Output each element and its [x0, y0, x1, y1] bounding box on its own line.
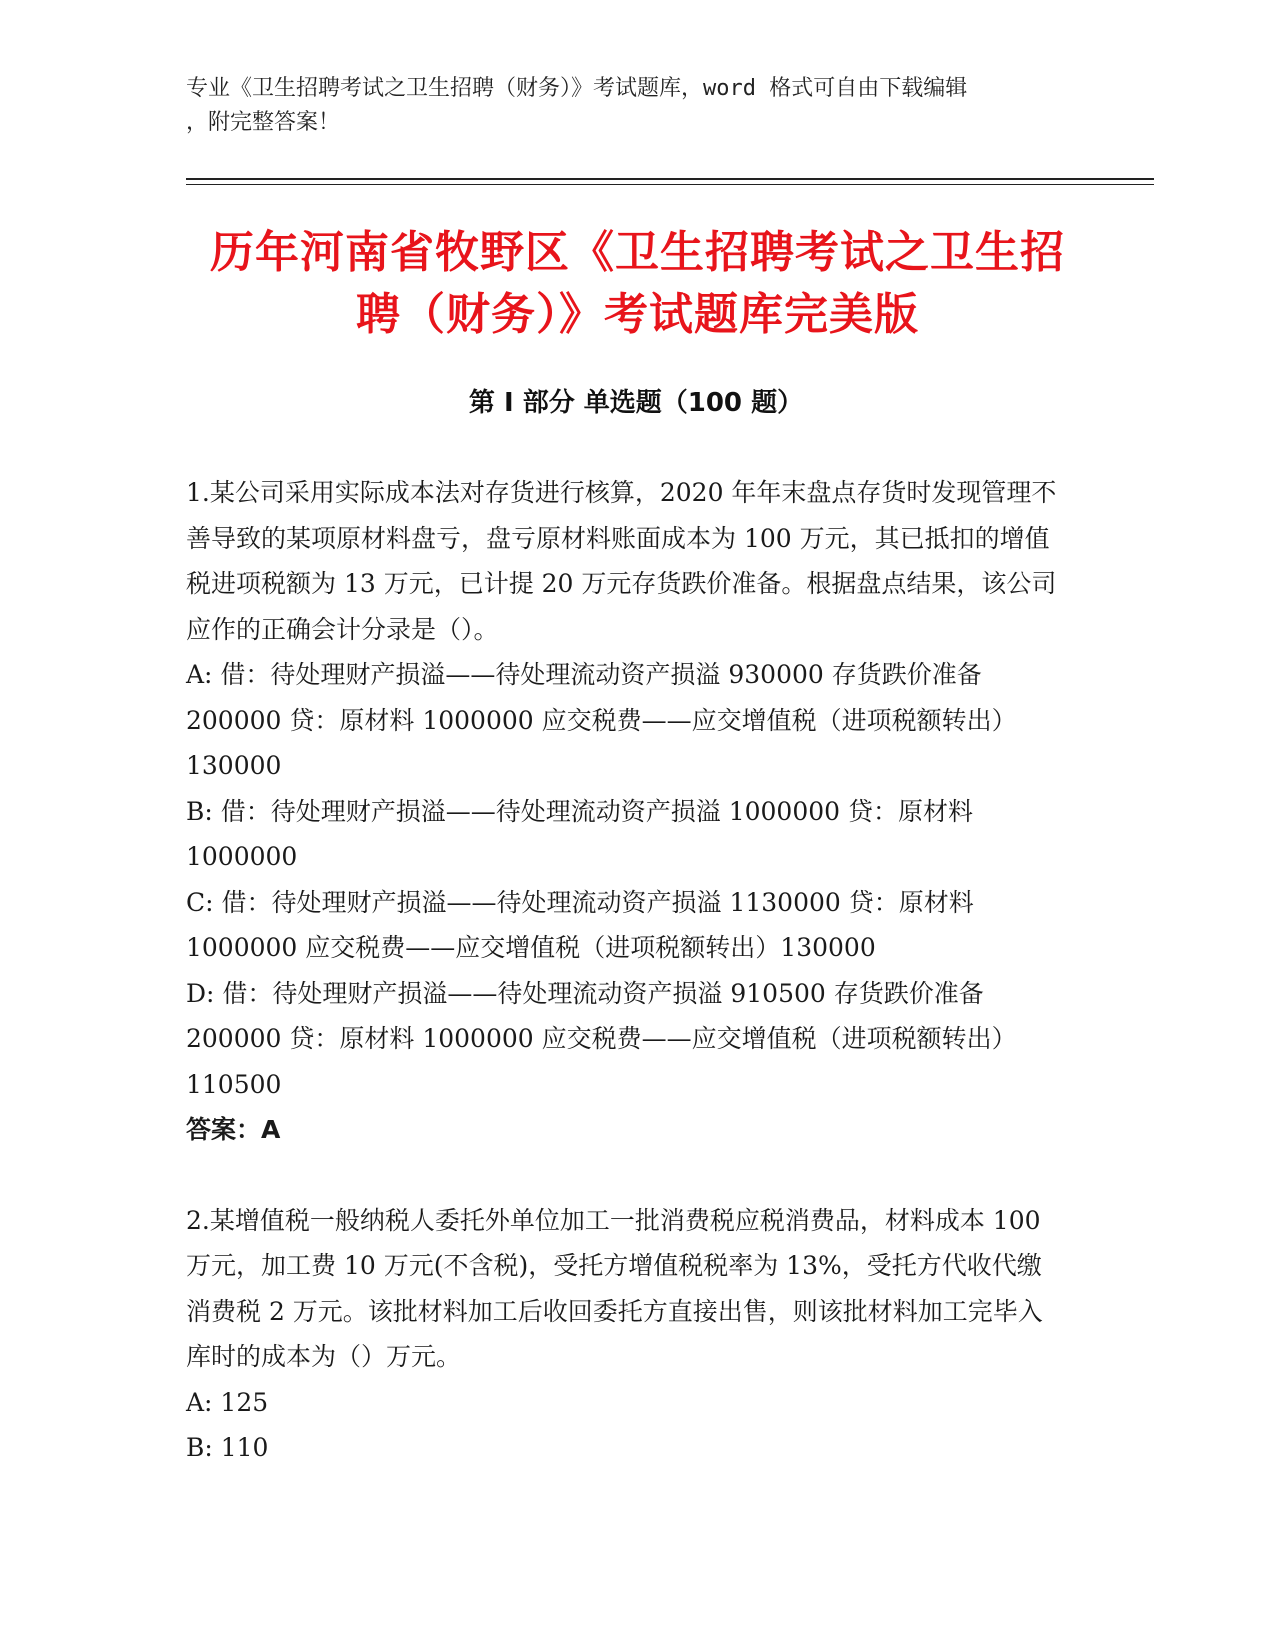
question-stem: 2.某增值税一般纳税人委托外单位加工一批消费税应税消费品，材料成本 100 万元，加工费 10 万元(不含税)，受托方增值税税率为 13%，受托方代收代缴消费税 2 万元。该批材料加工后收回委托方直接出售，则该批材料加工完毕入库时的成本为（）万元。 [186, 1205, 1043, 1371]
option-a: A: 借：待处理财产损溢——待处理流动资产损溢 930000 存货跌价准备 200000 贷：原材料 1000000 应交税费——应交增值税（进项税额转出）130000 [186, 660, 1017, 780]
header-divider-thin [186, 184, 1154, 185]
option-d: D: 借：待处理财产损溢——待处理流动资产损溢 910500 存货跌价准备 200000 贷：原材料 1000000 应交税费——应交增值税（进项税额转出）110500 [186, 978, 1017, 1099]
header-divider-thick [186, 178, 1154, 180]
option-c: C: 借：待处理财产损溢——待处理流动资产损溢 1130000 贷：原材料 1000000 应交税费——应交增值税（进项税额转出）130000 [186, 887, 974, 962]
document-title-line-1: 历年河南省牧野区《卫生招聘考试之卫生招 [210, 227, 1065, 278]
header-note [186, 72, 1066, 140]
option-b: B: 110 [186, 1433, 269, 1462]
option-a: A: 125 [186, 1387, 269, 1417]
question-1 [186, 470, 1066, 1153]
document-title [160, 222, 1115, 346]
question-list [186, 470, 1066, 1471]
answer-label: 答案：A [186, 1115, 281, 1144]
document-title-line-2: 聘（财务）》考试题库完美版 [356, 289, 919, 340]
section-title: 第 I 部分 单选题（100 题） [468, 388, 804, 418]
option-b: B: 借：待处理财产损溢——待处理流动资产损溢 1000000 贷：原材料 1000000 [186, 796, 973, 871]
question-stem: 1.某公司采用实际成本法对存货进行核算，2020 年年末盘点存货时发现管理不善导致的某项原材料盘亏，盘亏原材料账面成本为 100 万元，其已抵扣的增值税进项税额为 13 万元，已计提 20 万元存货跌价准备。根据盘点结果，该公司应作的正确会计分录是（）。 [186, 478, 1057, 644]
question-spacer [186, 1153, 1066, 1198]
question-2 [186, 1198, 1066, 1471]
header-note-line-2: ，附完整答案！ [186, 110, 341, 135]
header-note-line-1: 专业《卫生招聘考试之卫生招聘（财务）》考试题库，word 格式可自由下载编辑 [186, 76, 968, 101]
